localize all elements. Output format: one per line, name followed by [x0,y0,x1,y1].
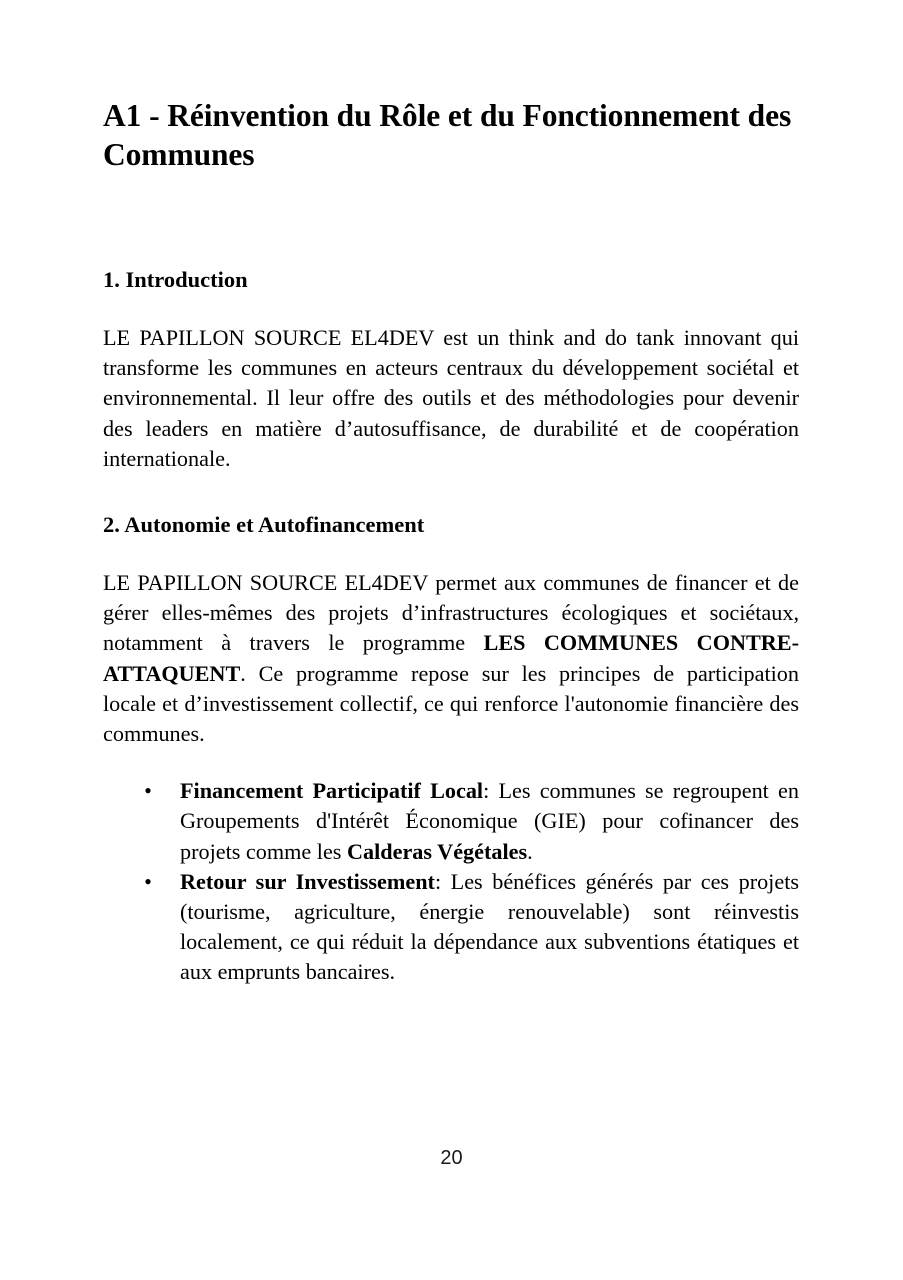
paragraph-introduction: LE PAPILLON SOURCE EL4DEV est un think and do tank innovant qui transforme les communes en acteurs centraux du développement sociétal et environnemental. Il leur offre des outils et des méthodologies pour devenir des leaders en matière d’autosuffisance, de durabilité et de coopération internationale. [103,325,799,471]
paragraph-autonomie-text-1: LE PAPILLON SOURCE EL4DEV permet aux communes de financer et de gérer elles-mêmes des projets d’infrastructures écologiques et sociétaux, notamment à travers le programme [103,570,799,656]
paragraph-autonomie-text-2: . Ce programme repose sur les principes de participation locale et d’investissement collectif, ce qui renforce l'autonomie financière des communes. [103,660,799,747]
bullet-list [103,776,799,987]
title-spacer [103,174,799,266]
program-name-emphasis: LES COMMUNES CONTRE-ATTAQUENT [103,630,799,686]
paragraph-autonomie [103,568,799,749]
list-item-text-2: . [527,838,533,864]
list-item [103,867,799,988]
list-item-lead: Financement Participatif Local [180,778,484,804]
paragraph-spacer-1 [103,474,799,511]
bullet-point-icon: • [144,868,152,894]
list-item-lead: Retour sur Investissement [180,868,435,894]
list-item [103,776,799,867]
list-item-text-1: : Les bénéfices générés par ces projets (tourisme, agriculture, énergie renouvelable) sont réinvestis localement, ce qui réduit la dépendance aux subventions étatiques et aux emprunts bancaires. [180,868,799,985]
page-title: A1 - Réinvention du Rôle et du Fonctionnement des Communes [103,98,792,172]
list-item-emphasis: Calderas Végétales [346,838,528,864]
section-heading-introduction: 1. Introduction [103,267,248,292]
section-heading-autonomie: 2. Autonomie et Autofinancement [103,512,425,538]
paragraph-spacer-2 [103,749,799,776]
heading-spacer-1 [103,294,799,323]
heading-spacer-2 [103,539,799,568]
page-content [103,96,799,988]
page-number: 20 [440,1147,463,1169]
bullet-point-icon: • [144,778,152,804]
list-item-text-1: : Les communes se regroupent en Groupements d'Intérêt Économique (GIE) pour cofinancer des projets comme les [180,778,799,864]
